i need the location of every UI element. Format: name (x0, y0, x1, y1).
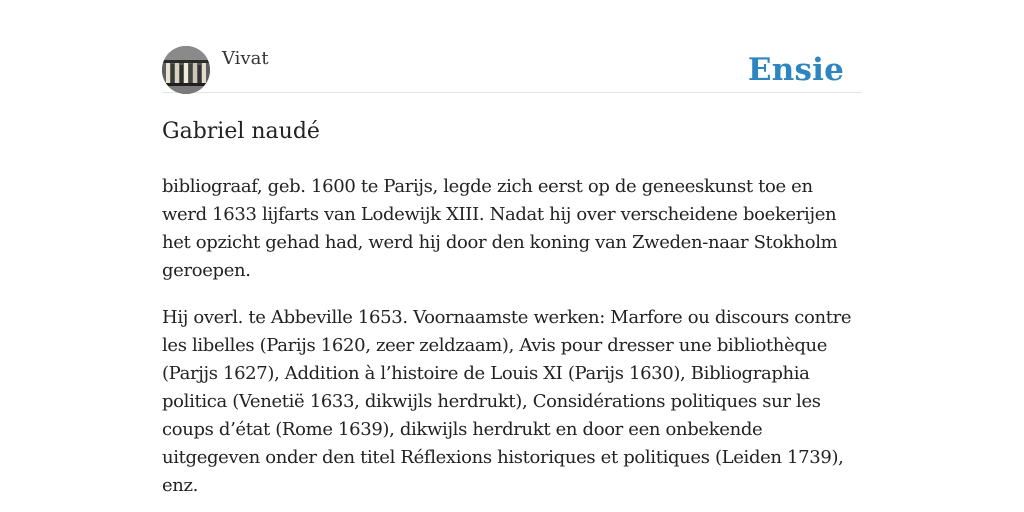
source-name[interactable]: Vivat (222, 48, 269, 69)
article-paragraph: Hij overl. te Abbeville 1653. Voornaamste werken: Marfore ou discours contre les libelles (Parijs 1620, zeer zeldzaam), Avis pour dresser une bibliothèque (Parjjs 1627), Addition à l’histoire de Louis XI (Parijs 1630), Bibliographia politica (Venetië 1633, dikwijls herdrukt), Considérations politiques sur les coups d’état (Rome 1639), dikwijls herdrukt en door een onbekende uitgegeven onder den titel Réflexions historiques et politiques (Leiden 1739), enz. (162, 307, 852, 496)
article-paragraph: bibliograaf, geb. 1600 te Parijs, legde zich eerst op de geneeskunst toe en werd 1633 lijfarts van Lodewijk XIII. Nadat hij over verscheidene boekerijen het opzicht gehad had, werd hij door den koning van Zweden-naar Stokholm geroepen. (162, 176, 838, 281)
article-card (162, 46, 862, 500)
brand-logo[interactable]: Ensie (747, 52, 844, 88)
article-title: Gabriel naudé (162, 119, 320, 144)
card-header (162, 46, 862, 93)
bookshelf-avatar-icon[interactable] (162, 46, 210, 94)
